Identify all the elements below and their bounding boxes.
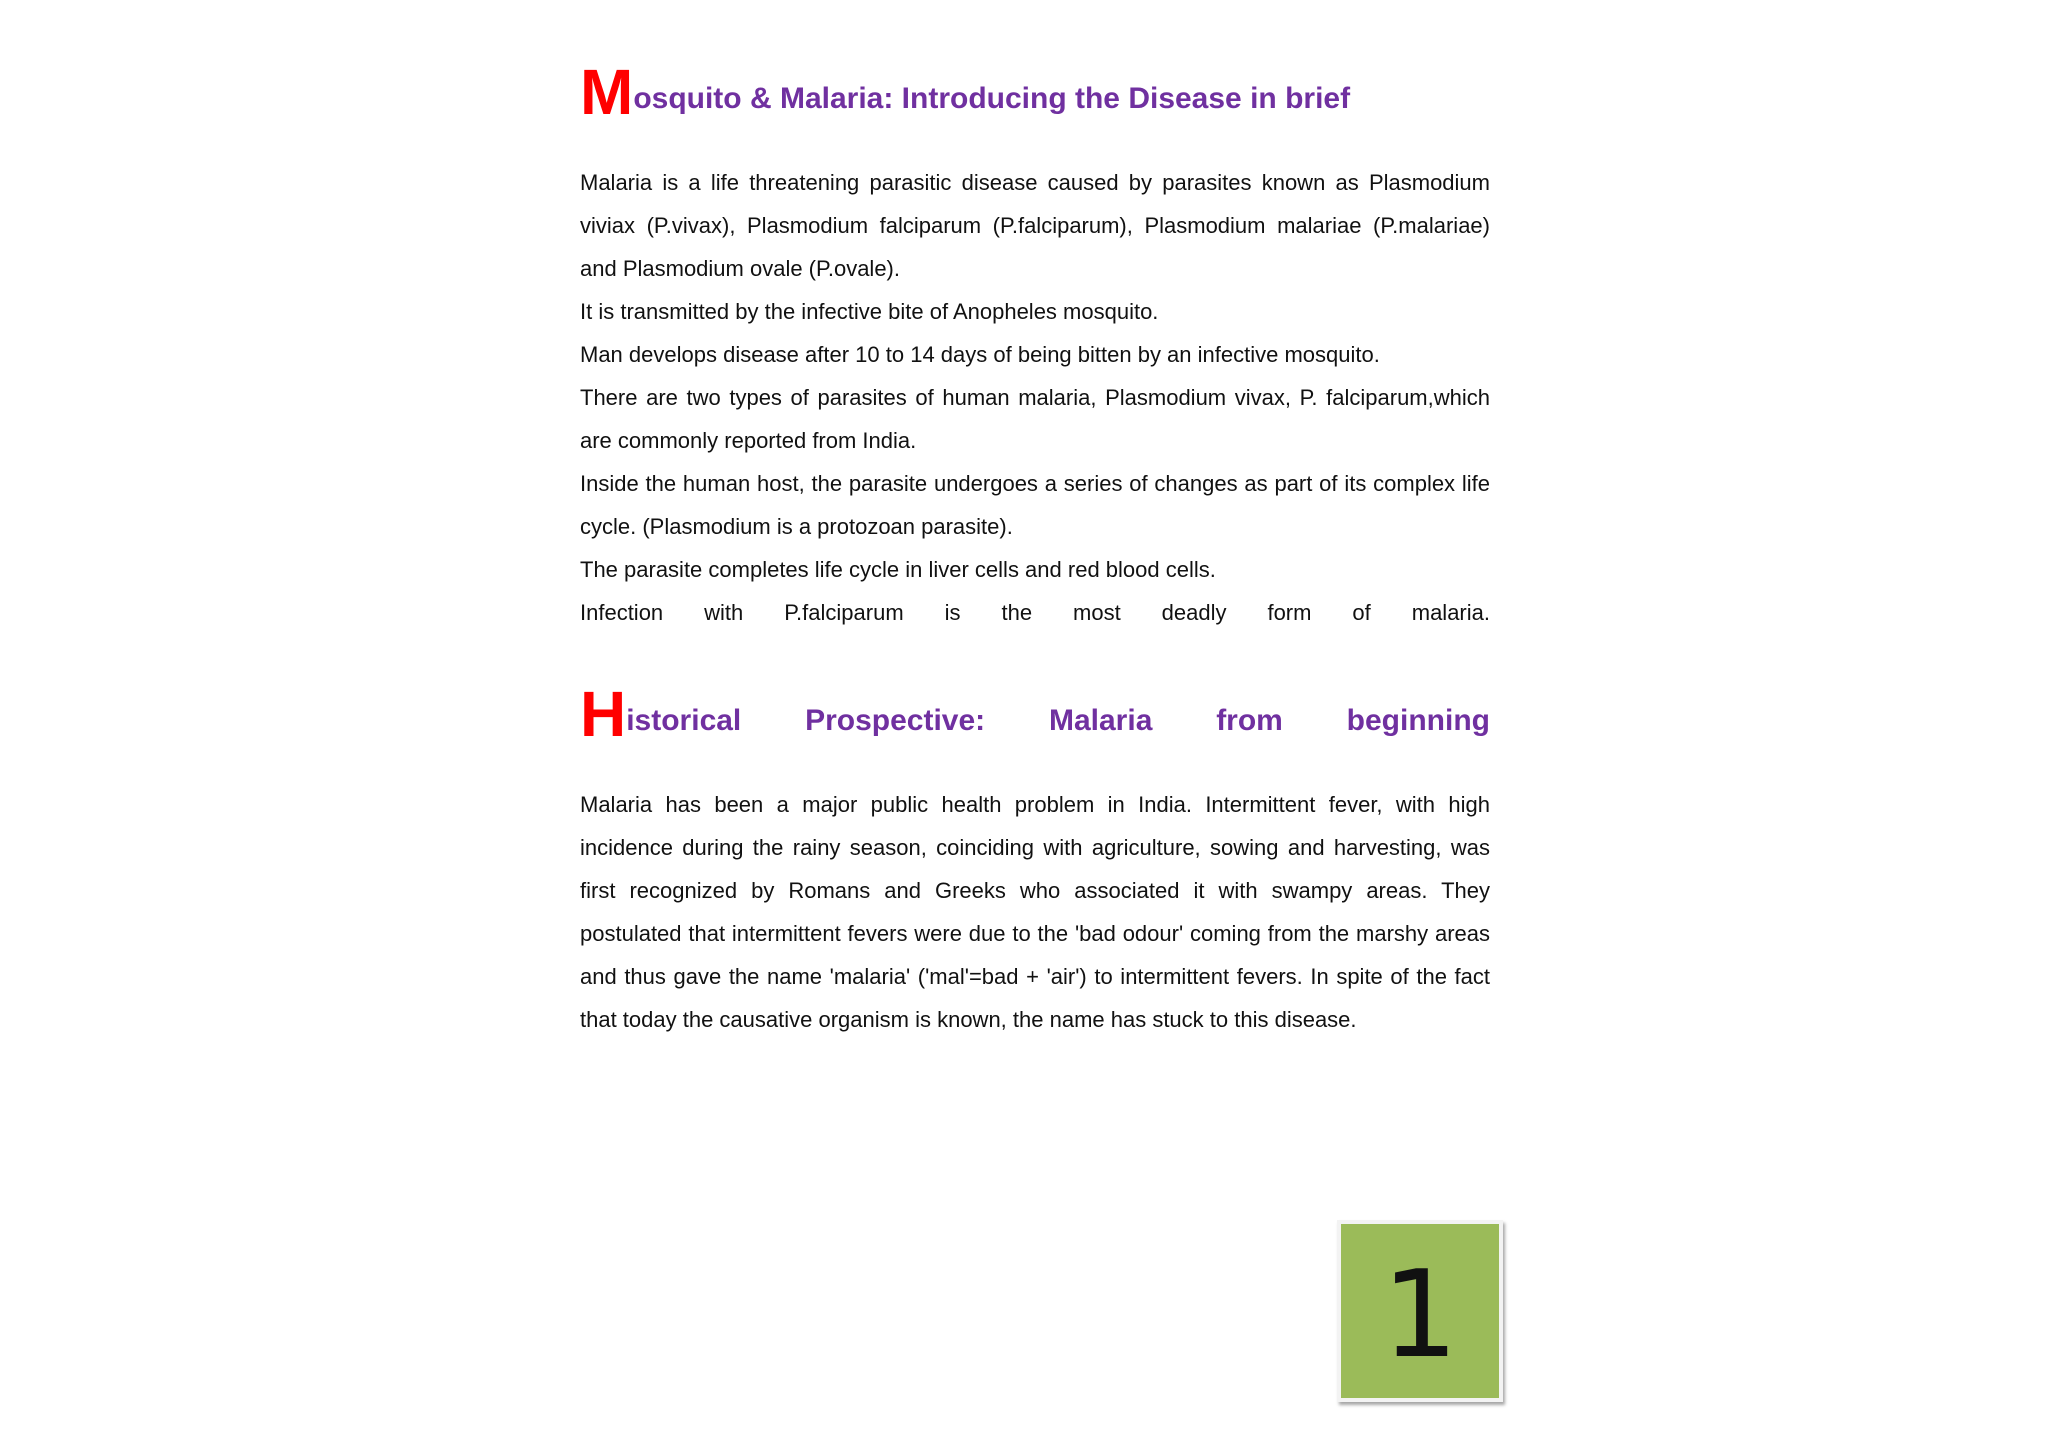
heading-text: osquito & Malaria: Introducing the Disease in brief <box>633 82 1351 115</box>
section-history <box>580 678 1490 1041</box>
section-introduction <box>580 56 1490 634</box>
paragraph: There are two types of parasites of human malaria, Plasmodium vivax, P. falciparum,which are commonly reported from India. <box>580 385 1490 453</box>
section-body-introduction <box>580 161 1490 634</box>
paragraph: Infection with P.falciparum is the most deadly form of malaria. <box>580 600 1490 625</box>
page-number-badge <box>1337 1220 1503 1402</box>
heading-word: from <box>1216 704 1283 737</box>
heading-word: beginning <box>1346 704 1490 737</box>
section-heading-history <box>580 678 1490 753</box>
heading-word <box>580 678 742 753</box>
paragraph: Malaria is a life threatening parasitic disease caused by parasites known as Plasmodium viviax (P.vivax), Plasmodium falciparum (P.falciparum), Plasmodium malariae (P.malariae) and Plasmodium ovale (P.ovale). <box>580 170 1490 281</box>
drop-cap: H <box>580 678 627 750</box>
paragraph: Man develops disease after 10 to 14 days of being bitten by an infective mosquito. <box>580 342 1380 367</box>
heading-word: Prospective: <box>805 704 986 737</box>
page-number: 1 <box>1381 1246 1459 1385</box>
paragraph: The parasite completes life cycle in liver cells and red blood cells. <box>580 557 1216 582</box>
paragraph: Inside the human host, the parasite undergoes a series of changes as part of its complex life cycle. (Plasmodium is a protozoan parasite). <box>580 471 1490 539</box>
heading-text: istorical <box>626 704 742 737</box>
drop-cap: M <box>580 56 634 128</box>
document-page <box>580 56 1490 1041</box>
paragraph: It is transmitted by the infective bite of Anopheles mosquito. <box>580 299 1159 324</box>
heading-word: Malaria <box>1048 704 1153 737</box>
section-body-history <box>580 783 1490 1041</box>
paragraph: Malaria has been a major public health problem in India. Intermittent fever, with high incidence during the rainy season, coinciding with agriculture, sowing and harvesting, was first recognized by Romans and Greeks who associated it with swampy areas. They postulated that intermittent fevers were due to the 'bad odour' coming from the marshy areas and thus gave the name 'malaria' ('mal'=bad + 'air') to intermittent fevers. In spite of the fact that today the causative organism is known, the name has stuck to this disease. <box>580 792 1490 1032</box>
section-heading-introduction <box>580 56 1490 131</box>
